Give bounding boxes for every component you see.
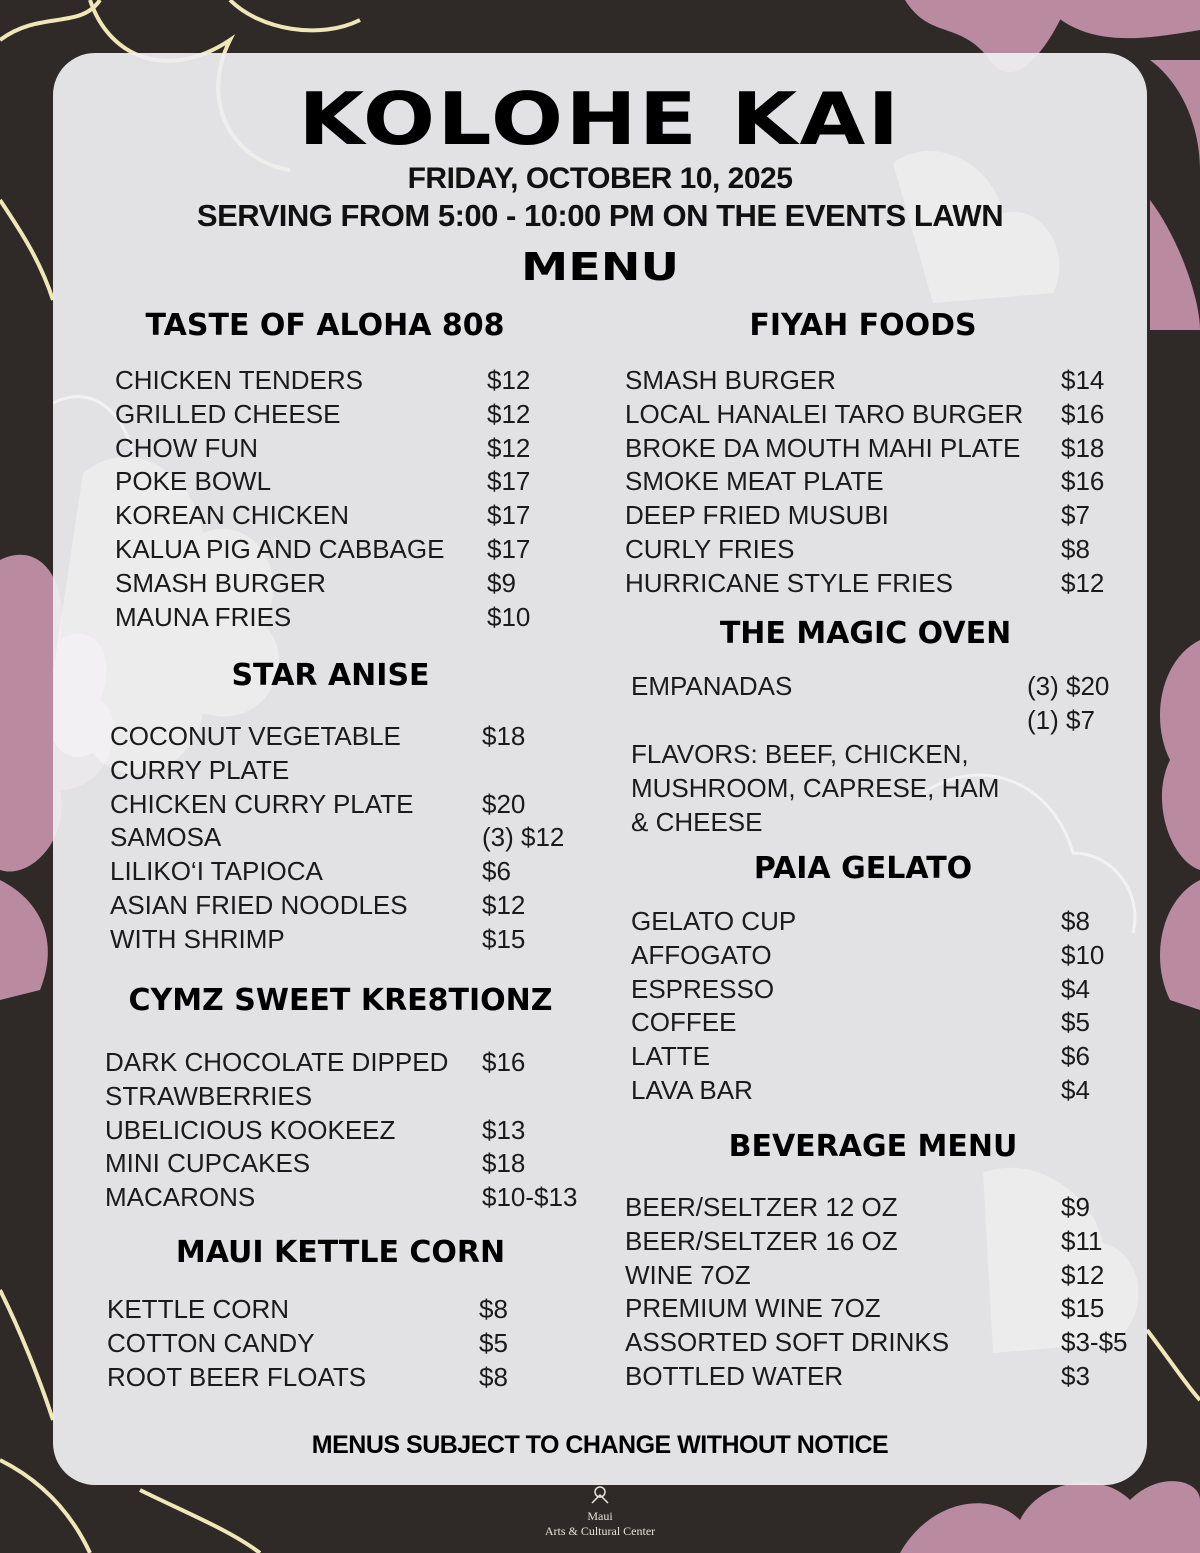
menu-item-price: $15 (1061, 1293, 1105, 1323)
menu-item-name: POKE BOWL (115, 466, 272, 496)
logo-mark-icon (588, 1486, 612, 1504)
menu-item-name: LOCAL HANALEI TARO BURGER (625, 399, 1024, 429)
menu-item-price: $12 (1061, 1260, 1105, 1290)
menu-item-name: UBELICIOUS KOOKEEZ (105, 1115, 396, 1145)
logo-name: Maui (587, 1509, 613, 1523)
menu-item-name: MACARONS (105, 1182, 256, 1212)
menu-item-price: $17 (487, 500, 531, 530)
menu-item-price: (3) $20 (1027, 671, 1110, 701)
menu-item-price: $13 (482, 1115, 526, 1145)
menu-item-price: $3 (1061, 1361, 1090, 1391)
section-title-paia: PAIA GELATO (753, 851, 973, 886)
menu-item-price: $10 (1061, 940, 1105, 970)
menu-item-price: $11 (1061, 1226, 1103, 1256)
menu-item-name: WINE 7OZ (625, 1260, 751, 1290)
section-title-taste-of-aloha: TASTE OF ALOHA 808 (145, 308, 505, 343)
menu-item-name: MINI CUPCAKES (105, 1148, 311, 1178)
menu-item-name: DEEP FRIED MUSUBI (625, 500, 889, 530)
menu-item-name: COCONUT VEGETABLE (110, 721, 401, 751)
menu-heading: MENU (520, 245, 680, 289)
menu-item-price: $5 (1061, 1007, 1090, 1037)
menu-item-name: MAUNA FRIES (115, 602, 292, 632)
menu-item-price: $4 (1061, 1075, 1090, 1105)
maui-arts-logo (520, 1486, 680, 1539)
menu-item-price: $12 (482, 890, 526, 920)
menu-item-price: $16 (1061, 466, 1105, 496)
menu-item-name: COTTON CANDY (107, 1328, 315, 1358)
menu-item-name: BOTTLED WATER (625, 1361, 844, 1391)
menu-item-price: $8 (1061, 906, 1090, 936)
menu-item-name: AFFOGATO (631, 940, 772, 970)
menu-item-name: CHICKEN CURRY PLATE (110, 789, 414, 819)
menu-item-price: $14 (1061, 365, 1105, 395)
menu-item-price: $9 (1061, 1192, 1090, 1222)
menu-item-price: $5 (479, 1328, 508, 1358)
menu-item-price: $12 (487, 365, 531, 395)
menu-item-name: LATTE (631, 1041, 710, 1071)
section-title-beverage: BEVERAGE MENU (728, 1129, 1018, 1164)
flavors-line: FLAVORS: BEEF, CHICKEN, (631, 739, 969, 769)
menu-item-price: $15 (482, 924, 526, 954)
menu-item-price: $12 (1061, 568, 1105, 598)
menu-item-name: ASSORTED SOFT DRINKS (625, 1327, 950, 1357)
menu-item-name: KALUA PIG AND CABBAGE (115, 534, 445, 564)
menu-item-name: PREMIUM WINE 7OZ (625, 1293, 881, 1323)
menu-item-price: $20 (482, 789, 526, 819)
menu-item-price: $4 (1061, 974, 1090, 1004)
menu-item-price: $10-$13 (482, 1182, 578, 1212)
menu-item-name: STRAWBERRIES (105, 1081, 313, 1111)
menu-item-name: CHICKEN TENDERS (115, 365, 364, 395)
menu-item-name: GRILLED CHEESE (115, 399, 341, 429)
menu-item-price: $8 (1061, 534, 1090, 564)
section-title-kettle-corn: MAUI KETTLE CORN (175, 1235, 506, 1270)
menu-item-price: $10 (487, 602, 531, 632)
menu-item-price: $9 (487, 568, 516, 598)
menu-item-name: WITH SHRIMP (110, 924, 285, 954)
menu-item-price: (3) $12 (482, 822, 565, 852)
event-date: FRIDAY, OCTOBER 10, 2025 (407, 162, 793, 195)
menu-item-price: $12 (487, 433, 531, 463)
section-title-star-anise: STAR ANISE (231, 658, 430, 693)
menu-item-name: DARK CHOCOLATE DIPPED (105, 1047, 449, 1077)
menu-item-price: $16 (1061, 399, 1105, 429)
menu-item-price: $6 (1061, 1041, 1090, 1071)
serving-hours: SERVING FROM 5:00 - 10:00 PM ON THE EVENTS LAWN (196, 198, 1004, 233)
menu-item-price: $16 (482, 1047, 526, 1077)
menu-item-price: $6 (482, 856, 511, 886)
menu-item-price: $12 (487, 399, 531, 429)
menu-item-name: CURLY FRIES (625, 534, 795, 564)
menu-item-price: $18 (482, 1148, 526, 1178)
menu-item-price: $8 (479, 1294, 508, 1324)
menu-item-price: $8 (479, 1362, 508, 1392)
menu-item-price: $7 (1061, 500, 1090, 530)
menu-item-name: LILIKO‘I TAPIOCA (110, 856, 323, 886)
menu-item-name: SMOKE MEAT PLATE (625, 466, 884, 496)
menu-item-name: ROOT BEER FLOATS (107, 1362, 367, 1392)
menu-item-name: COFFEE (631, 1007, 737, 1037)
section-title-fiyah: FIYAH FOODS (749, 308, 977, 343)
section-title-cymz: CYMZ SWEET KRE8TIONZ (128, 983, 553, 1018)
menu-item-price: $3-$5 (1061, 1327, 1128, 1357)
menu-item-name: KETTLE CORN (107, 1294, 290, 1324)
menu-item-price: $17 (487, 466, 531, 496)
menu-item-name: GELATO CUP (631, 906, 797, 936)
menu-item-name: SMASH BURGER (625, 365, 836, 395)
logo-subtitle: Arts & Cultural Center (544, 1524, 656, 1538)
flavors-line: MUSHROOM, CAPRESE, HAM (631, 773, 1000, 803)
menu-card (53, 53, 1147, 1485)
menu-item-name: ASIAN FRIED NOODLES (110, 890, 408, 920)
menu-item-name: CHOW FUN (115, 433, 258, 463)
disclaimer-footer: MENUS SUBJECT TO CHANGE WITHOUT NOTICE (311, 1431, 889, 1459)
menu-item-name: BEER/SELTZER 12 OZ (625, 1192, 898, 1222)
menu-item-name: HURRICANE STYLE FRIES (625, 568, 953, 598)
menu-item-name: BROKE DA MOUTH MAHI PLATE (625, 433, 1021, 463)
menu-item-name: KOREAN CHICKEN (115, 500, 350, 530)
menu-item-name: SMASH BURGER (115, 568, 326, 598)
menu-item-name: CURRY PLATE (110, 755, 290, 785)
event-title: KOLOHE KAI (298, 77, 902, 161)
menu-item-price: $18 (482, 721, 526, 751)
menu-item-price: $18 (1061, 433, 1105, 463)
menu-item-price: $17 (487, 534, 531, 564)
section-title-magic-oven: THE MAGIC OVEN (719, 616, 1012, 651)
menu-item-name: LAVA BAR (631, 1075, 753, 1105)
menu-item-name: ESPRESSO (631, 974, 775, 1004)
menu-item-name: SAMOSA (110, 822, 222, 852)
menu-item-name: BEER/SELTZER 16 OZ (625, 1226, 898, 1256)
flavors-line: & CHEESE (631, 807, 763, 837)
menu-item-name: EMPANADAS (631, 671, 793, 701)
menu-item-price: (1) $7 (1027, 705, 1095, 735)
